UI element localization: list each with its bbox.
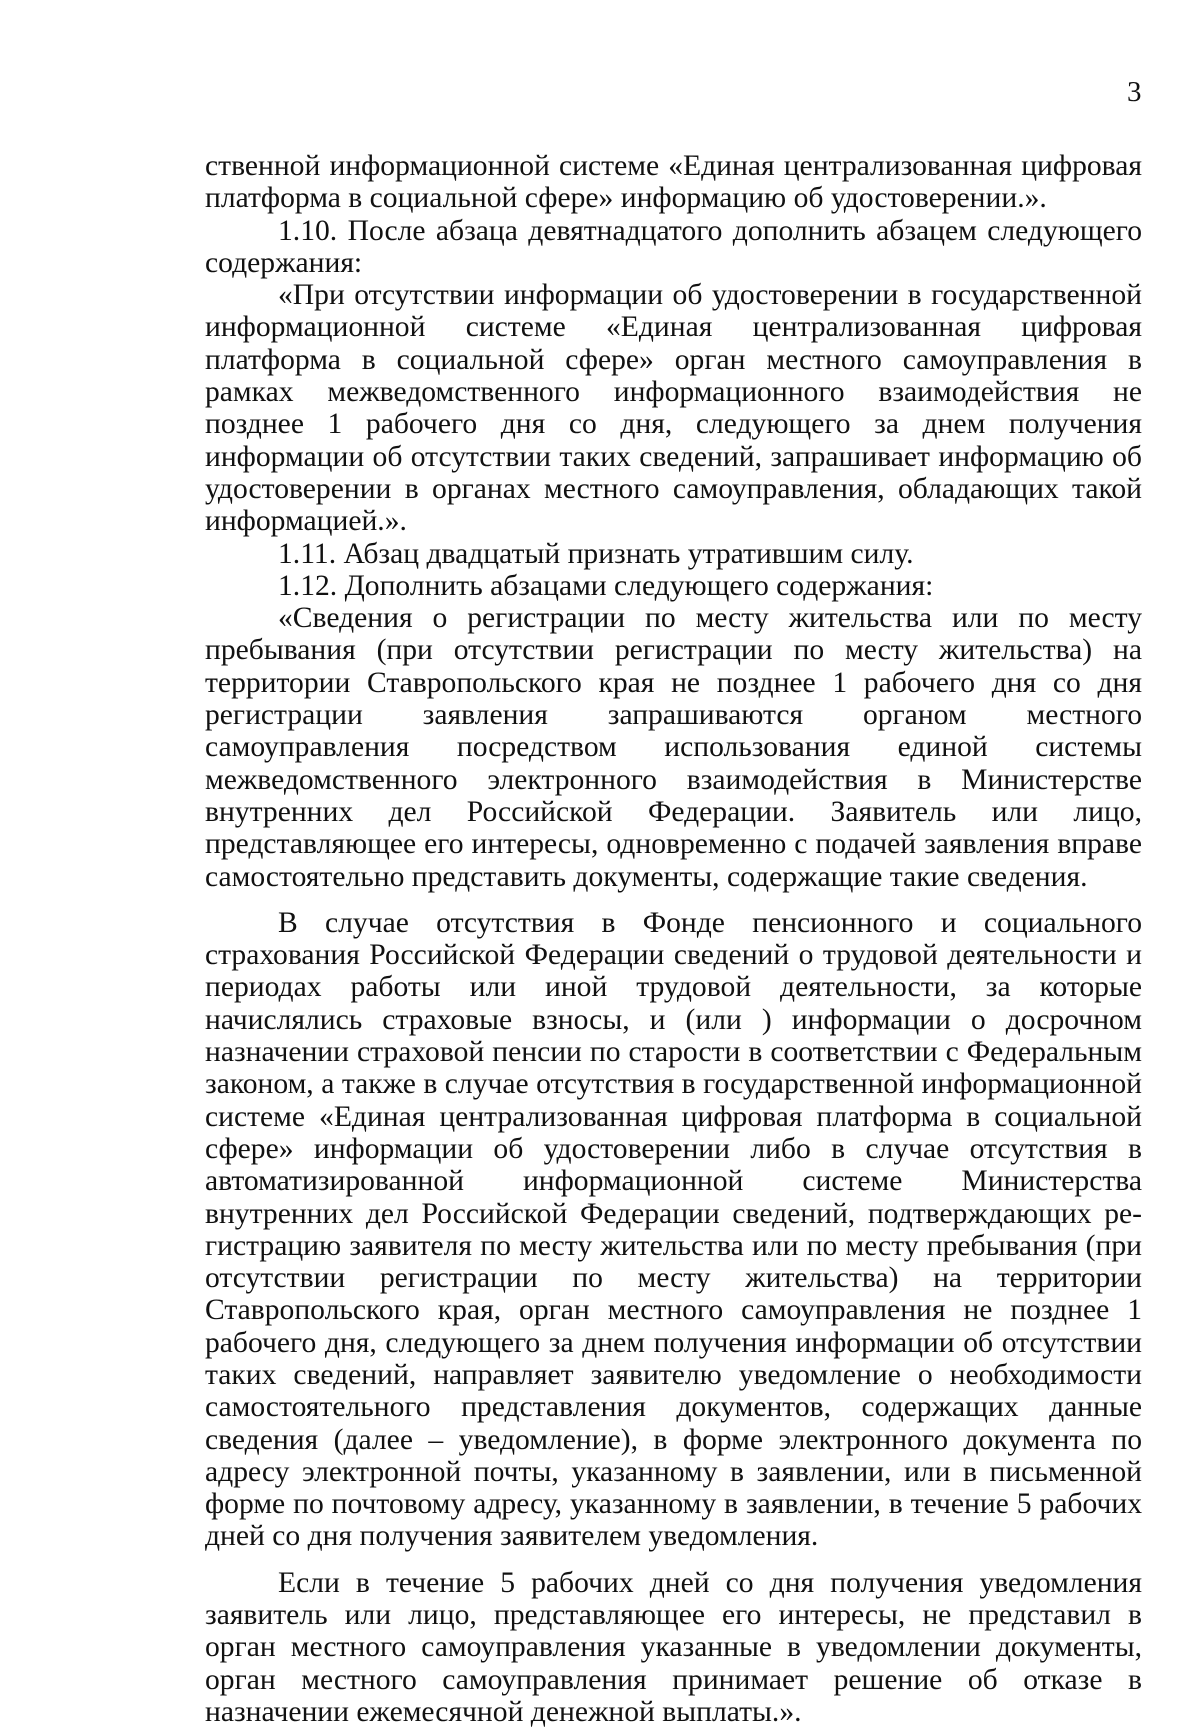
paragraph-item-1-11: 1.11. Абзац двадцатый признать утратившим силу. — [278, 537, 914, 570]
paragraph-item-1-10: 1.10. После абзаца девятнадцатого дополнить абзацем следующего содержания: — [205, 214, 1142, 279]
paragraph-absence-of-data: В случае отсутствия в Фонде пенсионного и социального страхования Российской Федерации сведений о трудовой деятельности и периодах работы или иной трудовой деятельности, за которые начислялись страховые взносы, и (или ) информации о досрочном назначении страховой пенсии по старости в соответствии с Федеральным законом, а также в случае отсутствия в государственной информационной системе «Единая централизованная цифровая платформа в социальной сфере» информации об удостоверении либо в случае отсутствия в автоматизированной информационной системе Министерства внутренних дел Российской Федерации сведений, подтверждающих регистрацию заявителя по месту жительства или по месту пребывания (при отсутствии регистрации по месту жительства) на территории Ставропольского края, орган местного самоуправления не позднее 1 рабочего дня, следующего за днем получения информации об отсутствии таких сведений, направляет заявителю уведомление о необходимости самостоятельного представления документов, содержащих данные сведения (далее – уведомление), в форме электронного документа по адресу электронной почты, указанному в заявлении, или в письменной форме по почтовому адресу, указанному в заявлении, в течение 5 рабочих дней со дня получения заявителем уведомления. — [205, 906, 1142, 1553]
page-number: 3 — [1127, 76, 1142, 108]
document-body — [205, 150, 1142, 1728]
paragraph-refusal-decision: Если в течение 5 рабочих дней со дня получения уведомления заявитель или лицо, представляющее его интересы, не представил в орган местного самоуправления указанные в уведомлении документы, орган местного самоуправления принимает решение об отказе в назначении ежемесячной денежной выплаты.». — [205, 1566, 1142, 1728]
paragraph-item-1-12: 1.12. Дополнить абзацами следующего содержания: — [278, 569, 934, 602]
paragraph-continuation: ственной информационной системе «Единая централизованная цифровая платформа в социальной сфере» информацию об удостоверении.». — [205, 150, 1142, 215]
paragraph-quote-certificate-request: «При отсутствии информации об удостоверении в государственной информационной системе «Единая централизованная цифровая платформа в социальной сфере» орган местного самоуправления в рамках межведомственного информационного взаимодействия не позднее 1 рабочего дня со дня, следующего за днем получения информации об отсутствии таких сведений, запрашивает информацию об удостоверении в органах местного самоуправления, обладающих такой информацией.». — [205, 279, 1142, 538]
paragraph-quote-registration-info: «Сведения о регистрации по месту жительства или по месту пребывания (при отсутствии регистрации по месту жительства) на территории Ставропольского края не позднее 1 рабочего дня со дня регистрации заявления запрашиваются органом местного самоуправления посредством использования единой системы межведомственного электронного взаимодействия в Министерстве внутренних дел Российской Федерации. Заявитель или лицо, представляющее его интересы, одновременно с подачей заявления вправе самостоятельно представить документы, содержащие такие сведения. — [205, 602, 1142, 893]
